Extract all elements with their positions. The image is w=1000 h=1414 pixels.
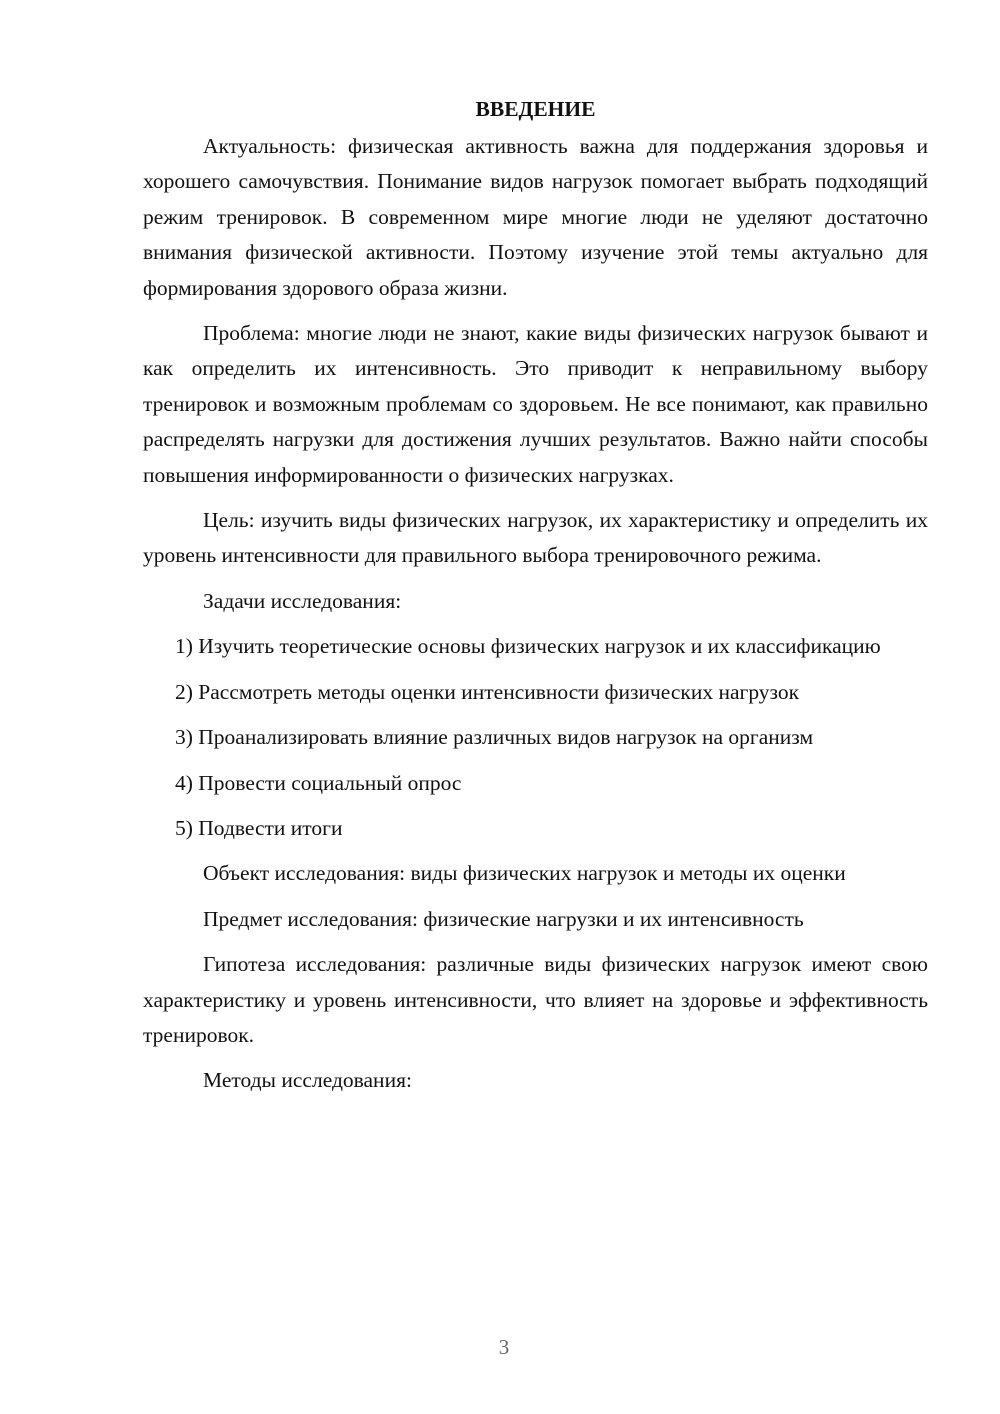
list-item: 2) Рассмотреть методы оценки интенсивности физических нагрузок xyxy=(175,679,800,704)
page-title: ВВЕДЕНИЕ xyxy=(475,97,596,121)
page-number: 3 xyxy=(498,1335,510,1359)
page-content xyxy=(143,92,928,1109)
subject-paragraph: Предмет исследования: физические нагрузки и их интенсивность xyxy=(203,906,804,931)
relevance-paragraph: Актуальность: физическая активность важна для поддержания здоровья и хорошего самочувствия. Понимание видов нагрузок помогает выбрать подходящий режим тренировок. В современном мире многие люди не уделяют достаточно внимания физической активности. Поэтому изучение этой темы актуально для формирования здорового образа жизни. xyxy=(143,134,928,300)
list-item: 4) Провести социальный опрос xyxy=(175,770,462,795)
hypothesis-paragraph: Гипотеза исследования: различные виды физических нагрузок имеют свою характеристику и уровень интенсивности, что влияет на здоровье и эффективность тренировок. xyxy=(143,952,928,1047)
list-item: 1) Изучить теоретические основы физических нагрузок и их классификацию xyxy=(175,634,881,659)
goal-paragraph: Цель: изучить виды физических нагрузок, их характеристику и определить их уровень интенсивности для правильного выбора тренировочного режима. xyxy=(143,508,928,568)
tasks-list xyxy=(143,629,928,846)
object-paragraph: Объект исследования: виды физических нагрузок и методы их оценки xyxy=(203,861,846,886)
methods-heading: Методы исследования: xyxy=(203,1068,412,1093)
problem-paragraph: Проблема: многие люди не знают, какие виды физических нагрузок бывают и как определить их интенсивность. Это приводит к неправильному выбору тренировок и возможным проблемам со здоровьем. Не все понимают, как правильно распределять нагрузки для достижения лучших результатов. Важно найти способы повышения информированности о физических нагрузках. xyxy=(143,321,928,487)
list-item: 3) Проанализировать влияние различных видов нагрузок на организм xyxy=(175,725,814,750)
list-item: 5) Подвести итоги xyxy=(175,815,343,840)
tasks-heading: Задачи исследования: xyxy=(203,588,402,613)
